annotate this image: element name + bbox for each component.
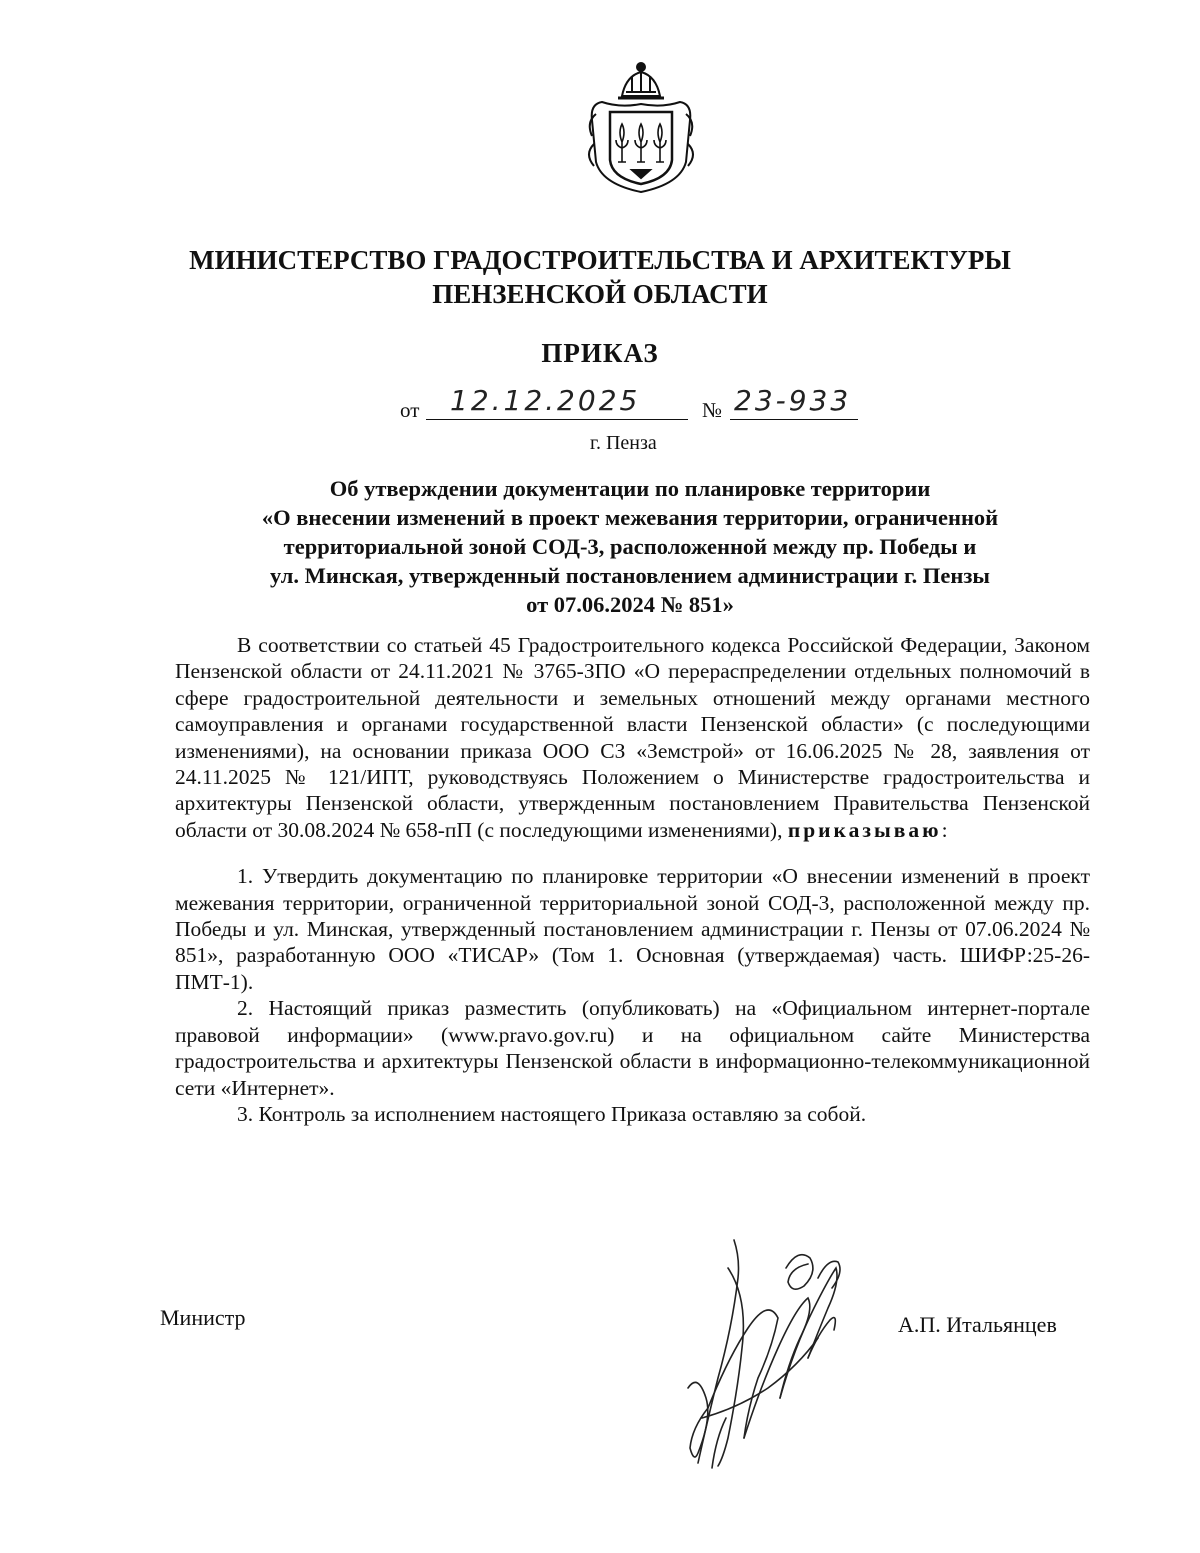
preamble-text: В соответствии со статьей 45 Градостроительного кодекса Российской Федерации, Законом Пензенской области от 24.11.2021 № 3765-ЗПО «О перераспределении отдельных полномочий в сфере градостроительной деятельности и земельных отношений между органами местного самоуправления и органами государственной власти Пензенской области» (с последующими изменениями), на основании приказа ООО СЗ «Земстрой» от 16.06.2025 № 28, заявления от 24.11.2025 № 121/ИПТ, руководствуясь Положением о Министерстве градостроительства и архитектуры Пензенской области, утвержденным постановлением Правительства Пензенской области от 30.08.2024 № 658-пП (с последующими изменениями), <box>175 633 1090 842</box>
date-underline <box>426 419 688 420</box>
order-title: ПРИКАЗ <box>541 338 659 368</box>
order-date-number-line <box>400 384 900 428</box>
date-prefix: от <box>400 398 420 422</box>
order-date-handwritten: 12.12.2025 <box>450 384 641 417</box>
city: г. Пенза <box>590 432 657 454</box>
order-number-handwritten: 23-933 <box>734 384 852 417</box>
subject-line: Об утверждении документации по планировке территории <box>329 476 931 501</box>
ministry-line-2: ПЕНЗЕНСКОЙ ОБЛАСТИ <box>432 279 768 309</box>
number-underline <box>730 419 858 420</box>
subject-line: от 07.06.2024 № 851» <box>526 592 734 617</box>
order-item-2: 2. Настоящий приказ разместить (опубликовать) на «Официальном интернет-портале правовой информации» (www.pravo.gov.ru) и на официальном сайте Министерства градостроительства и архитектуры Пензенской области в информационно-телекоммуникационной сети «Интернет». <box>175 996 1090 1100</box>
ministry-line-1: МИНИСТЕРСТВО ГРАДОСТРОИТЕЛЬСТВА И АРХИТЕКТУРЫ <box>189 245 1011 275</box>
order-keyword-colon: : <box>941 817 948 842</box>
order-subject <box>170 474 1090 619</box>
order-body <box>175 632 1090 1127</box>
handwritten-signature-icon <box>668 1238 848 1473</box>
coat-of-arms-icon <box>582 62 700 194</box>
order-item-3: 3. Контроль за исполнением настоящего Приказа оставляю за собой. <box>237 1101 867 1126</box>
signatory-title: Министр <box>160 1305 246 1330</box>
order-item-1: 1. Утвердить документацию по планировке территории «О внесении изменений в проект межевания территории, ограниченной территориальной зоной СОД-3, расположенной между пр. Победы и ул. Минская, утвержденный постановлением администрации г. Пензы от 07.06.2024 № 851», разработанную ООО «ТИСАР» (Том 1. Основная (утверждаемая) часть. ШИФР:25-26-ПМТ-1). <box>175 864 1090 994</box>
signatory-name: А.П. Итальянцев <box>898 1312 1057 1337</box>
number-prefix: № <box>702 398 723 422</box>
subject-line: территориальной зоной СОД-3, расположенной между пр. Победы и <box>283 534 977 559</box>
ministry-heading <box>150 243 1050 311</box>
subject-line: ул. Минская, утвержденный постановлением администрации г. Пензы <box>270 563 990 588</box>
subject-line: «О внесении изменений в проект межевания территории, ограниченной <box>261 505 999 530</box>
order-keyword: приказываю <box>787 817 942 842</box>
preamble-paragraph <box>175 632 1090 843</box>
